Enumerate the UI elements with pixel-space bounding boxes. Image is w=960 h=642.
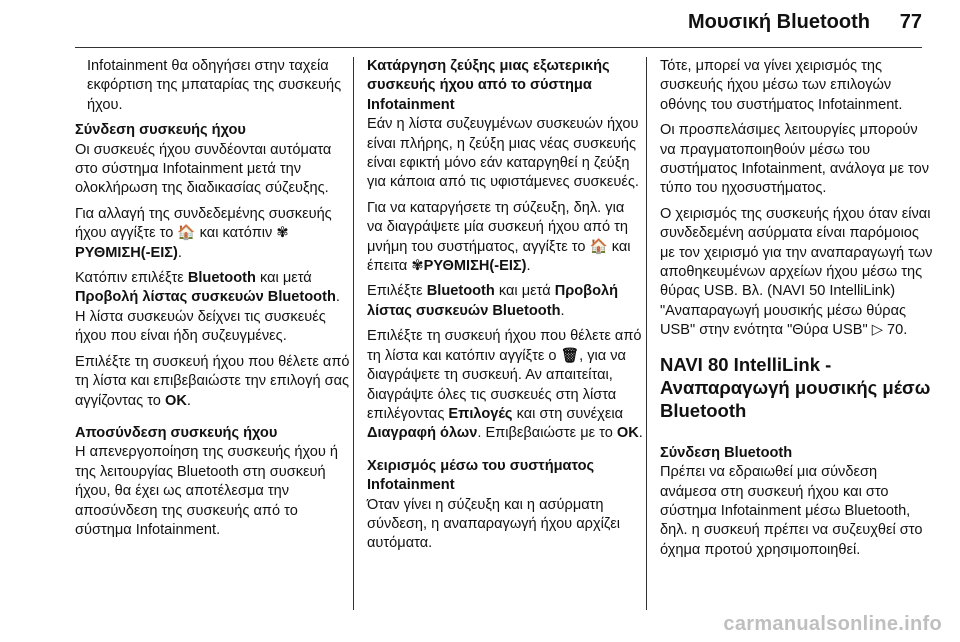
page-header — [0, 0, 960, 50]
paragraph: Επιλέξτε Bluetooth και μετά Προβολή λίστας συσκευών Bluetooth. — [367, 283, 619, 319]
home-icon: 🏠 — [589, 238, 608, 255]
watermark: carmanualsonline.info — [723, 613, 942, 635]
home-icon: 🏠 — [177, 225, 196, 242]
subheading-bt-connection: Σύνδεση Bluetooth — [660, 444, 793, 461]
paragraph: Η απενεργοποίηση της συσκευής ήχου ή της λειτουργίας Bluetooth στη συσκευή ήχου, θα έχει ως αποτέλεσμα την αποσύνδεση της συσκευής από το σύστημα Infotainment. — [75, 444, 339, 538]
paragraph: Οι προσπελάσιμες λειτουργίες μπορούν να πραγματοποιηθούν μέσω του συστήματος Infotainment, ανάλογα με τον τύπο του ηχοσυστήματος. — [660, 122, 930, 197]
paragraph: Για αλλαγή της συνδεδεμένης συσκευής ήχου αγγίξτε το 🏠 και κατόπιν ✾ΡΥΘΜΙΣΗ(-ΕΙΣ). — [75, 205, 332, 261]
paragraph: Κατόπιν επιλέξτε Bluetooth και μετά Προβολή λίστας συσκευών Bluetooth. Η λίστα συσκευών δείχνει τις συσκευές ήχου που είναι ήδη συζευγμένες. — [75, 270, 340, 345]
section-title: Μουσική Bluetooth — [688, 11, 870, 33]
paragraph: Infotainment θα οδηγήσει στην ταχεία εκφόρτιση της μπαταρίας της συσκευής ήχου. — [87, 58, 342, 113]
subheading-operation: Χειρισμός μέσω του συστήματος Infotainment — [367, 457, 595, 494]
trash-icon: 🗑 — [560, 347, 580, 364]
column-divider-2 — [646, 57, 647, 610]
section-heading: NAVI 80 IntelliLink - Αναπαραγωγή μουσικής μέσω Bluetooth — [660, 353, 931, 421]
column-3 — [660, 57, 936, 566]
paragraph: Επιλέξτε τη συσκευή ήχου που θέλετε από τη λίστα και επιβεβαιώστε την επιλογή σας αγγίζοντας το OK. — [75, 353, 350, 409]
column-2 — [367, 57, 643, 560]
paragraph: Επιλέξτε τη συσκευή ήχου που θέλετε από τη λίστα και κατόπιν αγγίξτε ο 🗑, για να διαγράψετε τη συσκευή. Αν απαιτείται, διαγράψτε όλες τις συσκευές στη λίστα επιλέγοντας Επιλογές και στη συνέχεια Διαγραφή όλων. Επιβεβαιώστε με το OK. — [367, 328, 643, 442]
paragraph: Εάν η λίστα συζευγμένων συσκευών ήχου είναι πλήρης, η ζεύξη μιας νέας συσκευής είναι εφικτή μόνο εάν καταργηθεί η ζεύξη για κάποια από τις υφιστάμενες συσκευές. — [367, 116, 639, 191]
subheading-disconnect: Αποσύνδεση συσκευής ήχου — [75, 424, 278, 441]
paragraph: Για να καταργήσετε τη σύζευξη, δηλ. για να διαγράψετε μία συσκευή ήχου από τη μνήμη του συστήματος, αγγίξτε το 🏠 και έπειτα ✾ΡΥΘΜΙΣΗ(-ΕΙΣ). — [367, 199, 643, 277]
page-reference-icon: ▷ — [871, 322, 883, 339]
column-divider-1 — [353, 57, 354, 610]
paragraph: Οι συσκευές ήχου συνδέονται αυτόματα στο σύστημα Infotainment μετά την ολοκλήρωση της διαδικασίας σύζευξης. — [75, 141, 332, 197]
subheading-connect: Σύνδεση συσκευής ήχου — [75, 122, 246, 139]
page-number: 77 — [899, 11, 922, 33]
column-1 — [75, 57, 351, 546]
gear-icon: ✾ — [411, 258, 424, 275]
subheading-unpair: Κατάργηση ζεύξης μιας εξωτερικής συσκευής ήχου από το σύστημα Infotainment — [367, 58, 610, 113]
gear-icon: ✾ — [276, 225, 289, 242]
paragraph: Ο χειρισμός της συσκευής ήχου όταν είναι συνδεδεμένη ασύρματα είναι παρόμοιος με τον χειρισμό για την αναπαραγωγή των αποθηκευμένων αρχείων ήχου μέσω της θύρας USB. Βλ. (NAVI 50 IntelliLink) "Αναπαραγωγή μουσικής μέσω θύρας USB" στην ενότητα "Θύρα USB" ▷ 70. — [660, 205, 936, 341]
paragraph: Τότε, μπορεί να γίνει χειρισμός της συσκευής ήχου μέσω των επιλογών οθόνης του συστήματος Infotainment. — [660, 58, 903, 113]
paragraph: Πρέπει να εδραιωθεί μια σύνδεση ανάμεσα στη συσκευή ήχου και στο σύστημα Infotainment μέσω Bluetooth, δηλ. η συσκευή πρέπει να συζευχθεί στο όχημα προτού χρησιμοποιηθεί. — [660, 464, 923, 558]
paragraph: Όταν γίνει η σύζευξη και η ασύρματη σύνδεση, η αναπαραγωγή ήχου αρχίζει αυτόματα. — [367, 496, 621, 552]
header-divider — [75, 47, 922, 48]
